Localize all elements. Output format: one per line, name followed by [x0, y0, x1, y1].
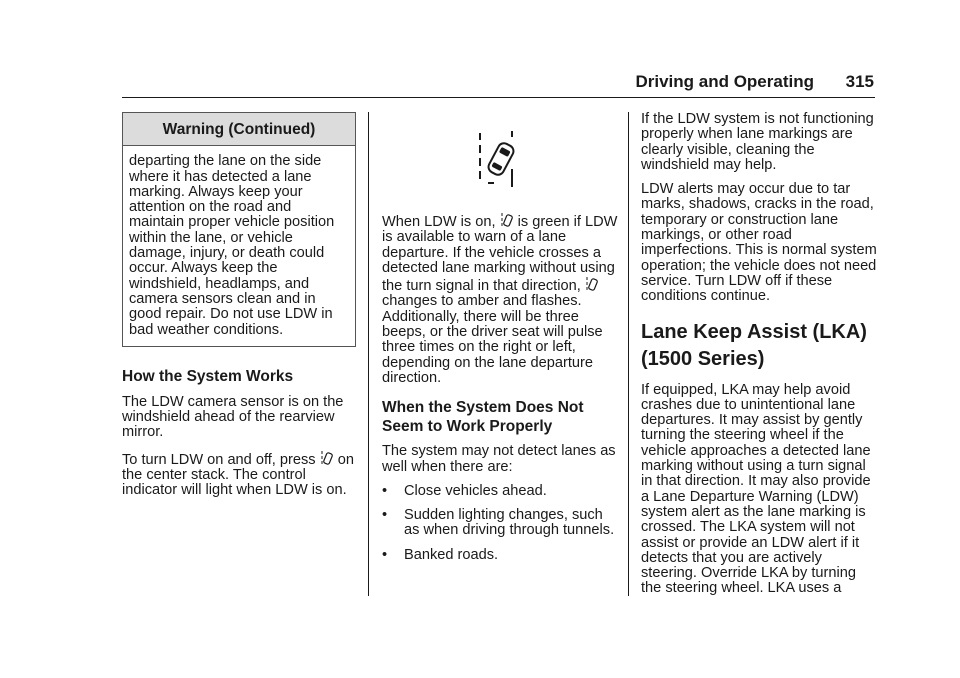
paragraph	[122, 450, 356, 499]
column-divider	[368, 112, 369, 596]
lane-departure-warning-icon	[501, 212, 513, 229]
header-rule	[122, 97, 875, 98]
list-item	[382, 548, 618, 563]
section-header-title: Driving and Operating	[635, 72, 814, 91]
list-item	[382, 508, 618, 539]
paragraph: If equipped, LKA may help avoid crashes due to unintentional lane departures. It may assist by gently turning the steering wheel if the vehicle approaches a detected lane marking without using a turn signal in that direction. It may also provide a Lane Departure Warning (LDW) system alert as the lane marking is crossed. The LKA system will not assist or provide an LDW alert if it detects that you are actively steering. Override LKA by turning the steering wheel. LKA uses a	[641, 381, 871, 597]
warning-text: departing the lane on the side where it has detected a lane marking. Always keep your attention on the road and maintain proper vehicle position within the lane, or vehicle damage, injury, or death could occur. Always keep the windshield, headlamps, and camera sensors clean and in good repair. Do not use LDW in bad weather conditions.	[129, 153, 335, 338]
list-item-text: Close vehicles ahead.	[404, 482, 547, 499]
column-1	[122, 112, 356, 499]
warning-box	[122, 112, 356, 347]
text-span: When LDW is on,	[382, 214, 496, 230]
warning-title: Warning (Continued)	[123, 113, 355, 146]
column-divider	[628, 112, 629, 596]
paragraph: The LDW camera sensor is on the windshield ahead of the rearview mirror.	[122, 393, 344, 441]
text-span: To turn LDW on and off, press	[122, 451, 316, 468]
text-span: on the center stack. The control indicator will light when LDW is on.	[122, 451, 354, 499]
paragraph: The system may not detect lanes as well when there are:	[382, 443, 616, 475]
page-number: 315	[845, 72, 874, 91]
paragraph: LDW alerts may occur due to tar marks, shadows, cracks in the road, temporary or construction lane markings, or other road imperfections. This is normal system operation; the vehicle does not need service. Turn LDW off if these conditions continue.	[641, 181, 877, 305]
list-item-text: Banked roads.	[404, 546, 499, 563]
section-heading: When the System Does Not Seem to Work Properly	[382, 399, 584, 436]
paragraph: If the LDW system is not functioning properly when lane markings are clearly visible, cleaning the windshield may help.	[641, 111, 874, 173]
lane-departure-warning-icon	[586, 276, 598, 293]
section-title: Lane Keep Assist (LKA) (1500 Series)	[641, 320, 867, 370]
bullet-icon: •	[382, 546, 388, 563]
column-2	[382, 212, 618, 563]
bullet-icon: •	[382, 482, 388, 499]
text-span: is green if LDW is available to warn of a lane departure. If the vehicle crosses a detected lane marking without using the turn signal in that direction,	[382, 214, 618, 295]
column-3	[641, 112, 877, 597]
lane-departure-warning-icon	[476, 131, 520, 187]
lane-departure-warning-icon	[321, 450, 333, 467]
paragraph	[382, 212, 618, 386]
text-span: changes to amber and flashes. Additionally, there will be three beeps, or the driver seat will pulse three times on the right or left, depending on the lane departure direction.	[382, 293, 603, 386]
list-item	[382, 484, 618, 499]
section-heading: How the System Works	[122, 367, 294, 385]
bullet-icon: •	[382, 507, 388, 524]
list-item-text: Sudden lighting changes, such as when driving through tunnels.	[404, 507, 615, 539]
